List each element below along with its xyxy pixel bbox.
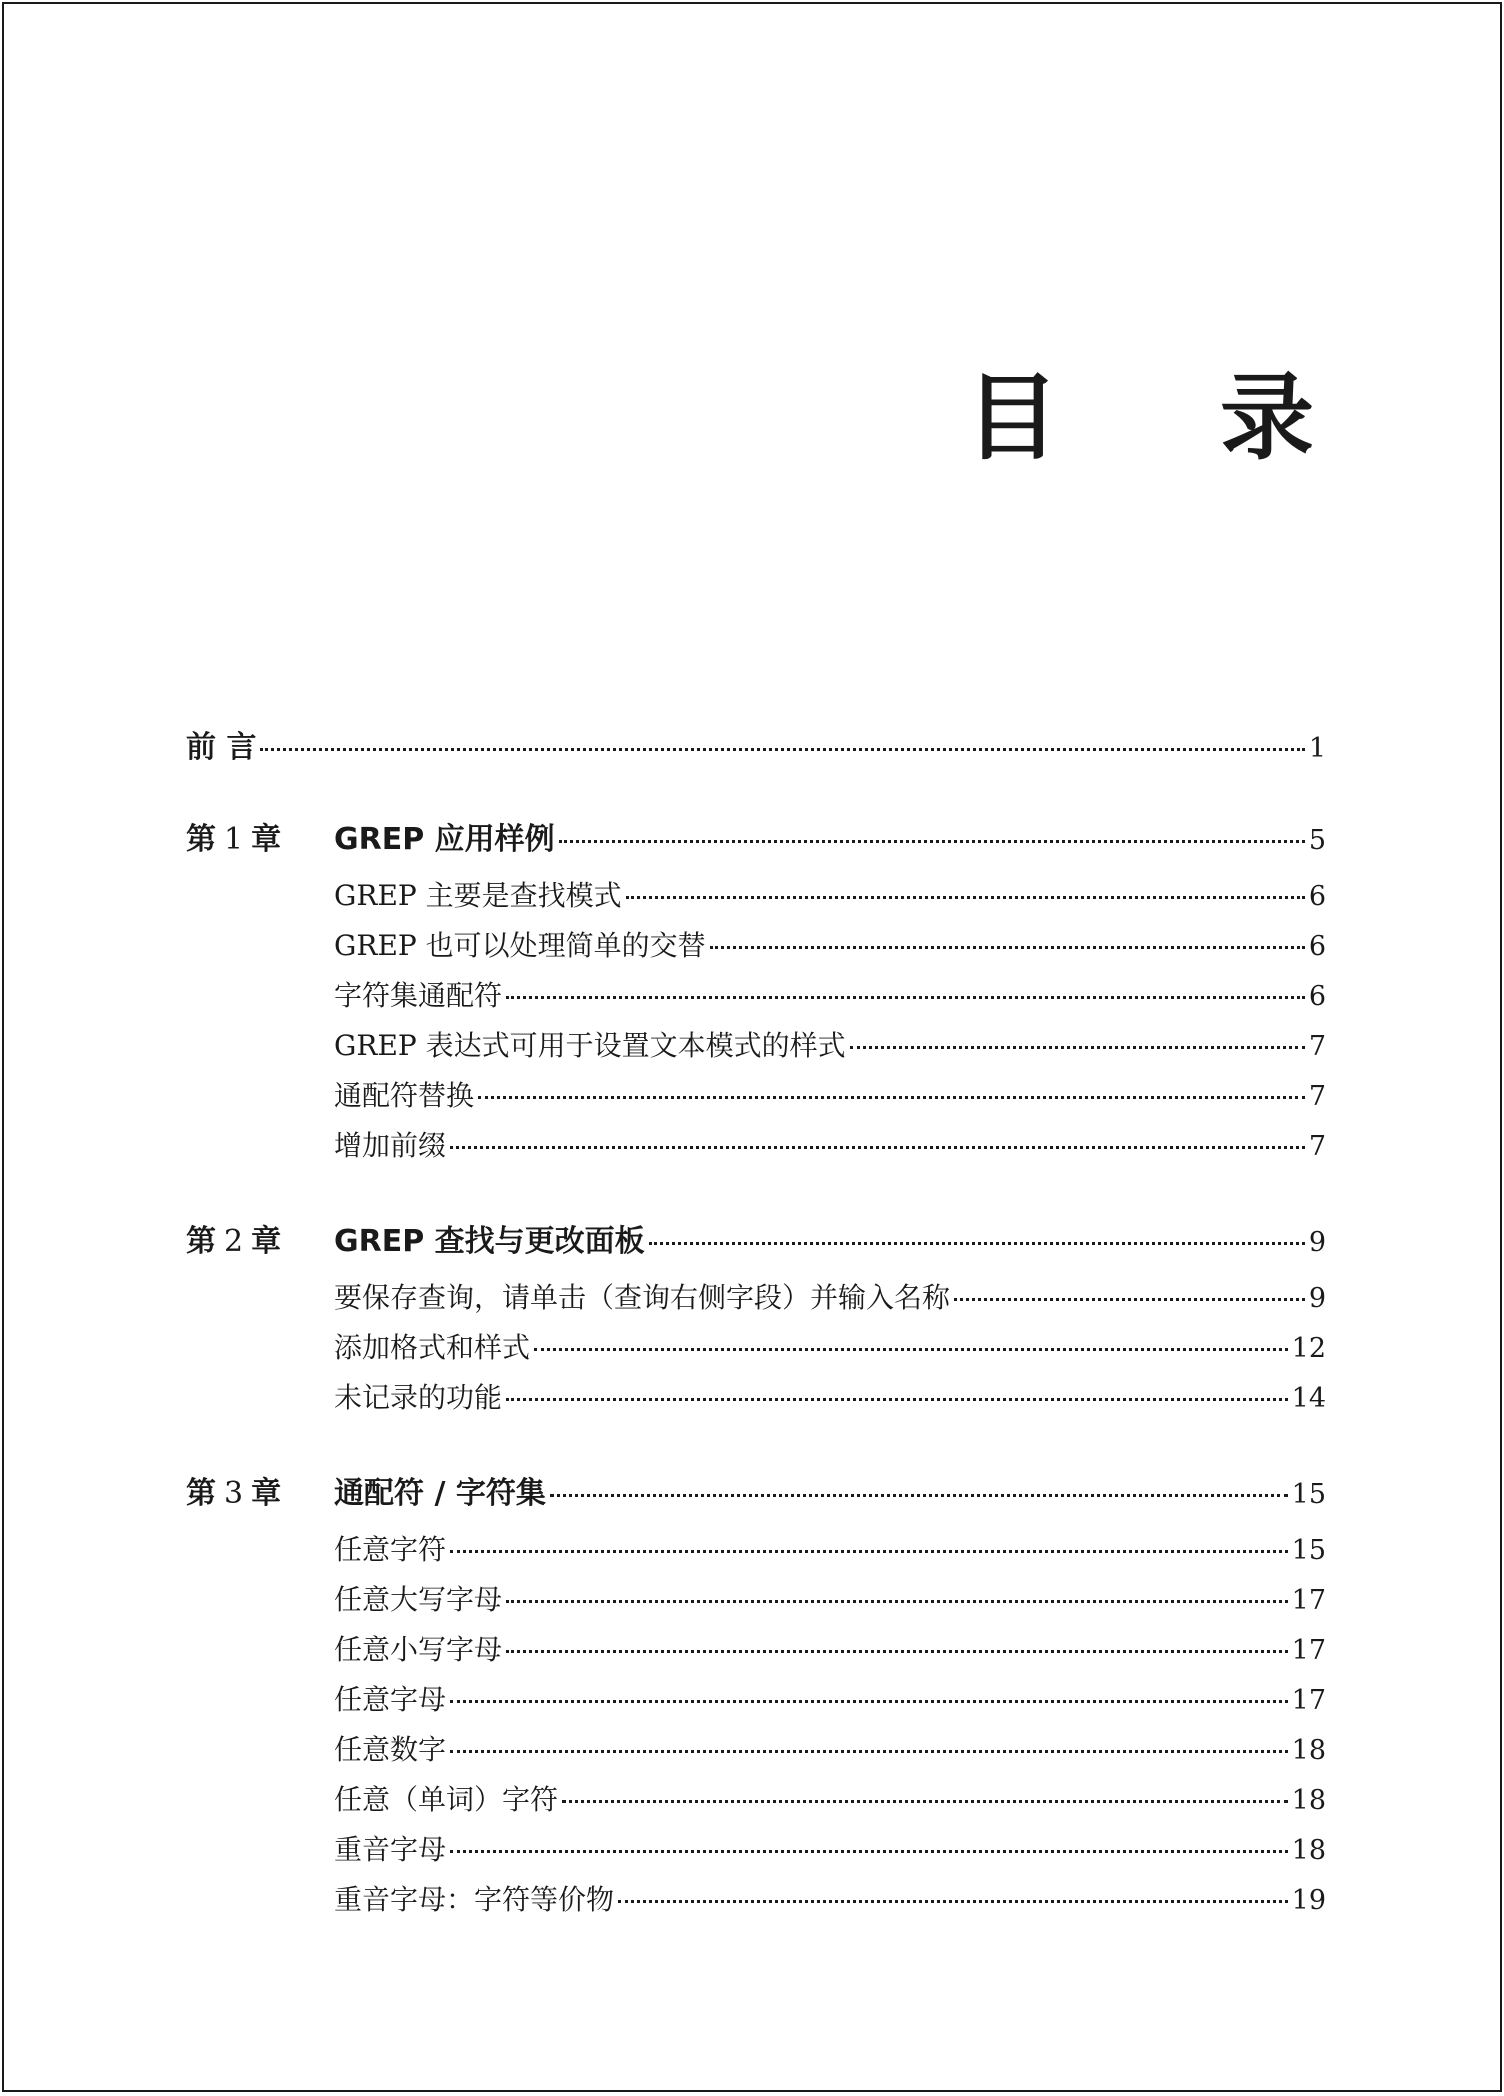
leader-dots bbox=[506, 1650, 1288, 1653]
leader-dots bbox=[559, 840, 1305, 843]
chapter-title: GREP 查找与更改面板 bbox=[334, 1224, 645, 1259]
toc-section-item[interactable] bbox=[186, 1024, 1326, 1074]
chapter-number-label bbox=[186, 1216, 334, 1260]
chapter-prefix-a: 第 bbox=[186, 822, 216, 857]
toc-page-number: 15 bbox=[1291, 1479, 1326, 1510]
section-title: 字符集通配符 bbox=[334, 979, 503, 1012]
table-of-contents bbox=[186, 722, 1326, 1928]
toc-section-item[interactable] bbox=[186, 1678, 1326, 1728]
toc-page-number: 7 bbox=[1308, 1131, 1326, 1162]
section-title: GREP 也可以处理简单的交替 bbox=[334, 929, 706, 962]
toc-section-item[interactable] bbox=[186, 874, 1326, 924]
section-title: 任意（单词）字符 bbox=[334, 1783, 559, 1816]
section-title: 任意数字 bbox=[334, 1733, 447, 1766]
toc-page-number: 17 bbox=[1291, 1585, 1326, 1616]
toc-chapter-3[interactable] bbox=[186, 1468, 1326, 1518]
toc-section-item[interactable] bbox=[186, 1124, 1326, 1174]
toc-section-item[interactable] bbox=[186, 1326, 1326, 1376]
leader-dots bbox=[534, 1348, 1288, 1351]
section-title: 通配符替换 bbox=[334, 1079, 475, 1112]
toc-page-number: 17 bbox=[1291, 1685, 1326, 1716]
chapter-prefix-b: 章 bbox=[251, 1476, 282, 1511]
leader-dots bbox=[506, 1600, 1288, 1603]
toc-section-item[interactable] bbox=[186, 1528, 1326, 1578]
toc-page-number: 6 bbox=[1308, 981, 1326, 1012]
leader-dots bbox=[450, 1750, 1288, 1753]
toc-chapters bbox=[186, 814, 1326, 1928]
chapter-prefix-b: 章 bbox=[251, 1224, 282, 1259]
section-title: 重音字母：字符等价物 bbox=[334, 1883, 615, 1916]
section-title: GREP 主要是查找模式 bbox=[334, 879, 622, 912]
toc-section-item[interactable] bbox=[186, 1074, 1326, 1124]
toc-page-number: 9 bbox=[1308, 1227, 1326, 1258]
toc-section-item[interactable] bbox=[186, 974, 1326, 1024]
toc-section-item[interactable] bbox=[186, 1628, 1326, 1678]
section-title: 未记录的功能 bbox=[334, 1381, 503, 1414]
toc-page-number: 6 bbox=[1308, 881, 1326, 912]
leader-dots bbox=[954, 1298, 1305, 1301]
leader-dots bbox=[506, 1398, 1288, 1401]
leader-dots bbox=[450, 1700, 1288, 1703]
toc-section-item[interactable] bbox=[186, 1878, 1326, 1928]
chapter-heading bbox=[186, 814, 555, 858]
section-title: GREP 表达式可用于设置文本模式的样式 bbox=[334, 1029, 846, 1062]
toc-page-number: 18 bbox=[1291, 1735, 1326, 1766]
toc-page-number: 17 bbox=[1291, 1635, 1326, 1666]
chapter-prefix-a: 第 bbox=[186, 1476, 216, 1511]
chapter-number: 1 bbox=[224, 822, 244, 857]
section-title: 重音字母 bbox=[334, 1833, 447, 1866]
section-title: 任意字符 bbox=[334, 1533, 447, 1566]
leader-dots bbox=[450, 1550, 1288, 1553]
toc-page-number: 5 bbox=[1308, 825, 1326, 856]
toc-page-number: 7 bbox=[1308, 1031, 1326, 1062]
document-page bbox=[2, 2, 1502, 2092]
section-title: 增加前缀 bbox=[334, 1129, 447, 1162]
section-title: 任意小写字母 bbox=[334, 1633, 503, 1666]
toc-page-number: 6 bbox=[1308, 931, 1326, 962]
toc-page-number: 9 bbox=[1308, 1283, 1326, 1314]
leader-dots bbox=[618, 1900, 1288, 1903]
toc-page-number: 1 bbox=[1308, 733, 1326, 764]
chapter-heading bbox=[186, 1468, 546, 1512]
chapter-title: 通配符 / 字符集 bbox=[334, 1476, 546, 1511]
toc-page-number: 14 bbox=[1291, 1383, 1326, 1414]
toc-section-item[interactable] bbox=[186, 1828, 1326, 1878]
chapter-prefix-b: 章 bbox=[251, 822, 282, 857]
toc-page-number: 18 bbox=[1291, 1785, 1326, 1816]
toc-section-item[interactable] bbox=[186, 1778, 1326, 1828]
toc-page-number: 12 bbox=[1291, 1333, 1326, 1364]
page-title: 目 录 bbox=[965, 364, 1378, 473]
leader-dots bbox=[506, 996, 1305, 999]
leader-dots bbox=[260, 748, 1304, 751]
leader-dots bbox=[649, 1242, 1305, 1245]
chapter-number-label bbox=[186, 1468, 334, 1512]
chapter-prefix-a: 第 bbox=[186, 1224, 216, 1259]
toc-preface-label: 前 言 bbox=[186, 730, 257, 765]
leader-dots bbox=[850, 1046, 1305, 1049]
toc-section-item[interactable] bbox=[186, 1376, 1326, 1426]
leader-dots bbox=[450, 1850, 1288, 1853]
toc-page-number: 19 bbox=[1291, 1885, 1326, 1916]
leader-dots bbox=[626, 896, 1305, 899]
toc-section-item[interactable] bbox=[186, 1578, 1326, 1628]
chapter-title: GREP 应用样例 bbox=[334, 822, 555, 857]
section-title: 任意大写字母 bbox=[334, 1583, 503, 1616]
toc-section-item[interactable] bbox=[186, 924, 1326, 974]
section-title: 添加格式和样式 bbox=[334, 1331, 531, 1364]
leader-dots bbox=[478, 1096, 1305, 1099]
toc-section-item[interactable] bbox=[186, 1276, 1326, 1326]
toc-preface[interactable] bbox=[186, 722, 1326, 772]
toc-page-number: 15 bbox=[1291, 1535, 1326, 1566]
chapter-number-label bbox=[186, 814, 334, 858]
toc-chapter-2[interactable] bbox=[186, 1216, 1326, 1266]
leader-dots bbox=[450, 1146, 1305, 1149]
chapter-heading bbox=[186, 1216, 645, 1260]
toc-page-number: 7 bbox=[1308, 1081, 1326, 1112]
toc-section-item[interactable] bbox=[186, 1728, 1326, 1778]
toc-chapter-1[interactable] bbox=[186, 814, 1326, 864]
section-title: 要保存查询，请单击（查询右侧字段）并输入名称 bbox=[334, 1281, 951, 1314]
toc-page-number: 18 bbox=[1291, 1835, 1326, 1866]
chapter-number: 3 bbox=[224, 1476, 244, 1511]
leader-dots bbox=[710, 946, 1305, 949]
leader-dots bbox=[550, 1494, 1288, 1497]
leader-dots bbox=[562, 1800, 1288, 1803]
section-title: 任意字母 bbox=[334, 1683, 447, 1716]
chapter-number: 2 bbox=[224, 1224, 244, 1259]
